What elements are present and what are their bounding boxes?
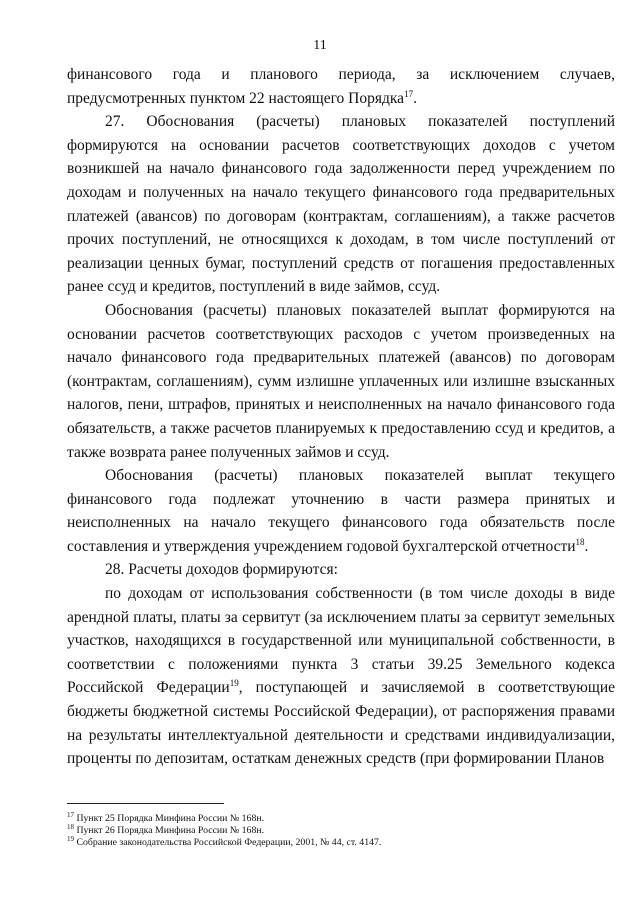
footnote-divider [67, 803, 224, 804]
paragraph-tail: . [584, 537, 589, 555]
footnote-ref-17[interactable]: 17 [404, 88, 414, 99]
paragraph-text: по доходам от использования собственности (в том числе доходы в виде арендной платы, платы за сервитут (за исключением платы за сервитут земельных участков, находящихся в государственной или муниципальной собственности, в соответствии с положениями пункта 3 статьи 39.25 Земельного кодекса Российской Федерации [67, 585, 615, 697]
footnote-ref-18[interactable]: 18 [575, 536, 585, 547]
footnote-text: Собрание законодательства Российской Федерации, 2001, № 44, ст. 4147. [76, 837, 382, 849]
paragraph-text: 27. Обоснования (расчеты) плановых показателей поступлений формируются на основании расчетов соответствующих доходов с учетом возникшей на начало финансового года задолженности перед учреждением по доходам и полученных на начало текущего финансового года предварительных платежей (авансов) по договорам (контрактам, соглашениям), а также расчетов прочих поступлений, не относящихся к доходам, в том числе поступлений от реализации ценных бумаг, поступлений средств от погашения предоставленных ранее ссуд и кредитов, поступлений в виде займов, ссуд. [67, 113, 615, 296]
paragraph-27 [67, 110, 615, 299]
footnote-text: Пункт 25 Порядка Минфина России № 168н. [76, 813, 265, 824]
paragraph-27-clarification [67, 464, 615, 558]
footnote-number: 17 [67, 811, 74, 819]
footnote-19 [67, 837, 615, 849]
paragraph-27-payments [67, 299, 615, 464]
body-text [67, 63, 615, 771]
paragraph-text: 28. Расчеты доходов формируются: [105, 561, 338, 579]
footnote-ref-19[interactable]: 19 [229, 678, 239, 689]
paragraph-tail: , поступающей и зачисляемой в соответствующие бюджеты бюджетной системы Российской Федерации), от распоряжения правами на результаты интеллектуальной деятельности и средствами индивидуализации, проценты по депозитам, остаткам денежных средств (при формировании Планов [67, 679, 615, 768]
footnote-text: Пункт 26 Порядка Минфина России № 168н. [76, 825, 265, 837]
paragraph-text: Обоснования (расчеты) плановых показателей выплат формируются на основании расчетов соответствующих расходов с учетом произведенных на начало финансового года предварительных платежей (авансов) по договорам (контрактам, соглашениям), сумм излишне уплаченных или излишне взысканных налогов, пени, штрафов, принятых и неисполненных на начало финансового года обязательств, а также расчетов планируемых к предоставлению ссуд и кредитов, а также возврата ранее полученных займов и ссуд. [67, 301, 615, 461]
paragraph-28 [67, 558, 615, 582]
footnote-number: 18 [67, 823, 74, 832]
page-number: 11 [313, 38, 327, 53]
paragraph-text: финансового года и планового периода, за исключением случаев, предусмотренных пунктом 22 настоящего Порядка [67, 66, 615, 107]
paragraph-28-property-income [67, 582, 615, 771]
paragraph-continuation [67, 63, 615, 110]
footnote-number: 19 [67, 835, 74, 844]
footnotes [67, 813, 615, 850]
paragraph-tail: . [413, 89, 417, 107]
footnote-17 [67, 813, 615, 825]
paragraph-text: Обоснования (расчеты) плановых показателей выплат текущего финансового года подлежат уточнению в части размера принятых и неисполненных на начало текущего финансового года обязательств после составления и утверждения учреждением годовой бухгалтерской отчетности [67, 467, 615, 555]
footnote-18 [67, 825, 615, 837]
